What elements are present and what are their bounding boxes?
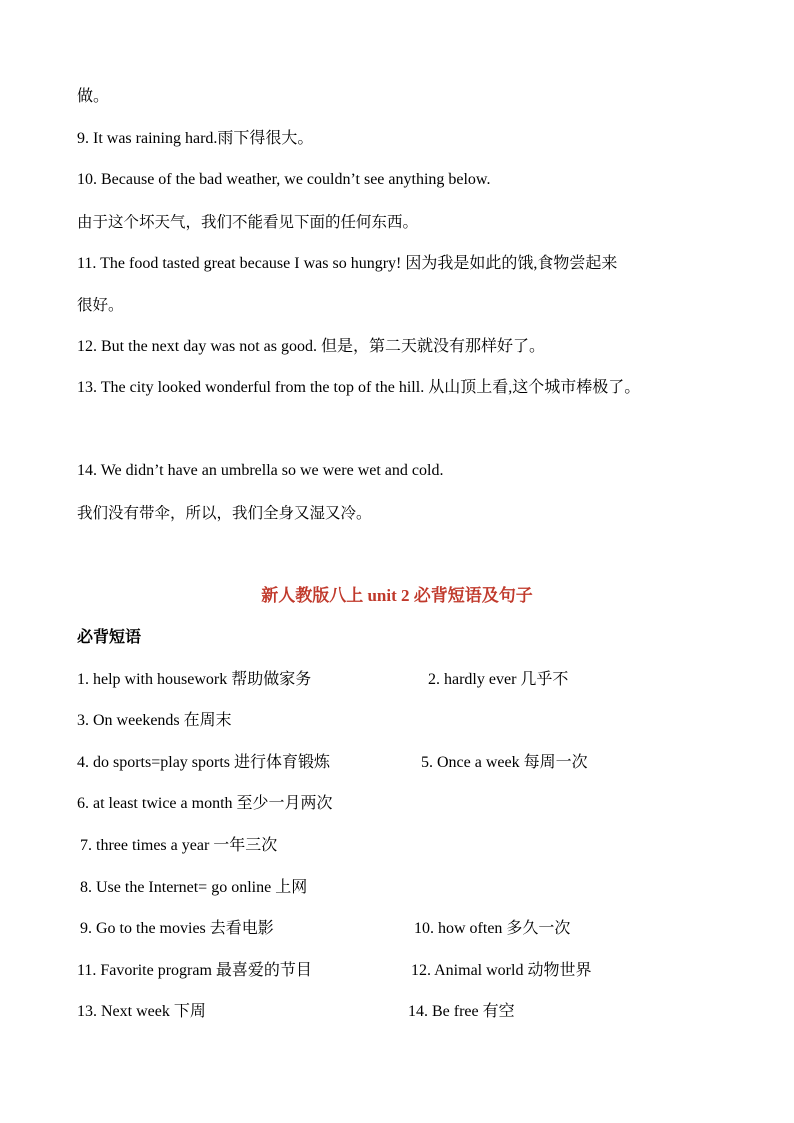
sentence-8-tail: 做。	[77, 88, 110, 105]
phrase-12: 12. Animal world 动物世界	[411, 962, 592, 979]
phrase-3: 3. On weekends 在周末	[77, 712, 232, 729]
phrase-14: 14. Be free 有空	[408, 1003, 515, 1020]
sentence-13: 13. The city looked wonderful from the top of the hill. 从山顶上看,这个城市棒极了。	[77, 379, 641, 396]
phrase-10: 10. how often 多久一次	[414, 920, 571, 937]
sentence-11-line2: 很好。	[77, 296, 124, 314]
sentence-12: 12. But the next day was not as good. 但是，第二天就没有那样好了。	[77, 338, 545, 355]
phrase-13: 13. Next week 下周	[77, 1003, 206, 1020]
phrase-1: 1. help with housework 帮助做家务	[77, 671, 312, 688]
sentence-14-english: 14. We didn’t have an umbrella so we were wet and cold.	[77, 462, 444, 479]
sentence-14-chinese: 我们没有带伞，所以，我们全身又湿又冷。	[77, 504, 372, 522]
section-title: 新人教版八上 unit 2 必背短语及句子	[261, 586, 533, 605]
phrase-5: 5. Once a week 每周一次	[421, 754, 588, 771]
phrase-4: 4. do sports=play sports 进行体育锻炼	[77, 754, 331, 771]
phrase-11: 11. Favorite program 最喜爱的节目	[77, 962, 312, 979]
phrase-8: 8. Use the Internet= go online 上网	[80, 879, 308, 896]
phrase-2: 2. hardly ever 几乎不	[428, 671, 569, 688]
phrase-7: 7. three times a year 一年三次	[80, 837, 278, 854]
section-subtitle: 必背短语	[77, 629, 142, 646]
sentence-10-chinese: 由于这个坏天气，我们不能看见下面的任何东西。	[77, 213, 419, 231]
phrase-9: 9. Go to the movies 去看电影	[80, 920, 274, 937]
phrase-6: 6. at least twice a month 至少一月两次	[77, 795, 333, 812]
sentence-10-english: 10. Because of the bad weather, we couldn’t see anything below.	[77, 171, 491, 188]
sentence-9: 9. It was raining hard.雨下得很大。	[77, 130, 314, 147]
sentence-11-line1: 11. The food tasted great because I was so hungry! 因为我是如此的饿,食物尝起来	[77, 255, 618, 272]
